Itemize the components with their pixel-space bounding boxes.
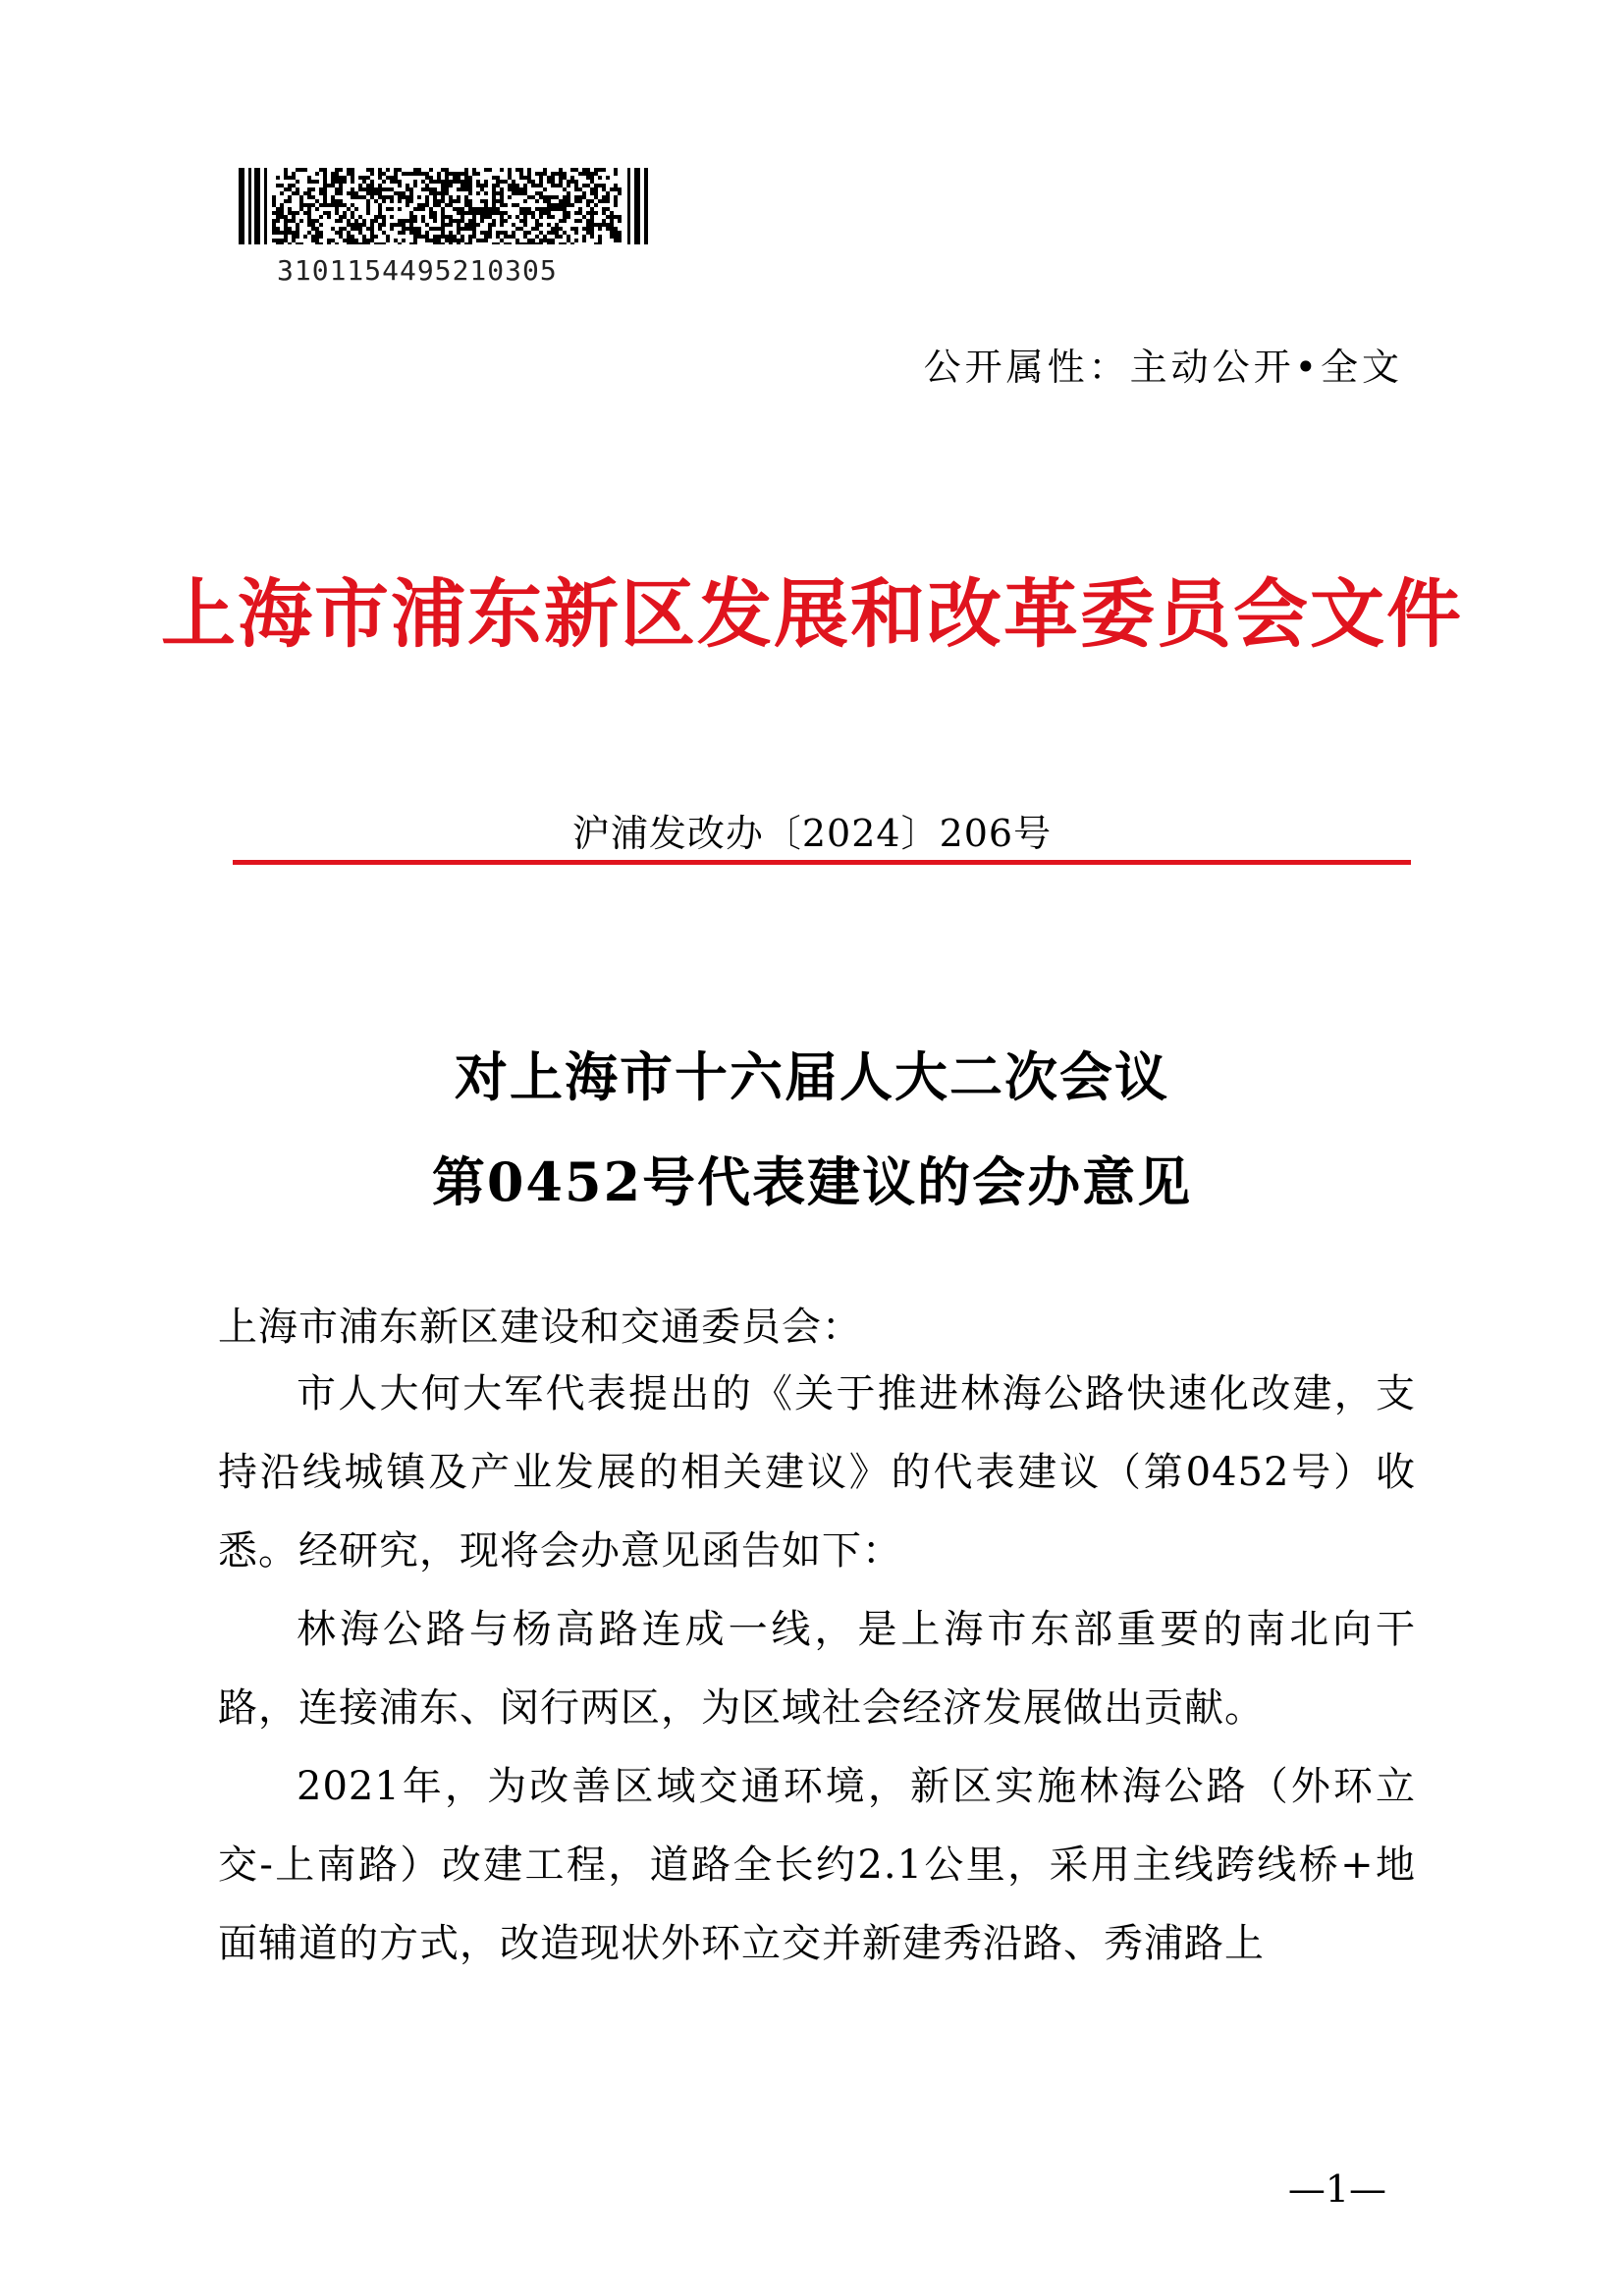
body-paragraph: 林海公路与杨高路连成一线，是上海市东部重要的南北向干路，连接浦东、闵行两区，为区域社会经济发展做出贡献。: [218, 1607, 1416, 1731]
page-number: —1—: [1287, 2167, 1386, 2211]
body-paragraph: 2021年，为改善区域交通环境，新区实施林海公路（外环立交-上南路）改建工程，道路全长约2.1公里，采用主线跨线桥+地面辅道的方式，改造现状外环立交并新建秀沿路、秀浦路上: [218, 1764, 1416, 1966]
disclosure-attribute: 公开属性：主动公开•全文: [923, 346, 1403, 389]
red-divider: [233, 860, 1411, 865]
addressee: 上海市浦东新区建设和交通委员会：: [218, 1305, 862, 1350]
body-paragraph: 市人大何大军代表提出的《关于推进林海公路快速化改建，支持沿线城镇及产业发展的相关建议》的代表建议（第0452号）收悉。经研究，现将会办意见函告如下：: [218, 1371, 1416, 1574]
document-title-line2: 第0452号代表建议的会办意见: [431, 1150, 1193, 1213]
document-masthead: 上海市浦东新区发展和改革委员会文件: [161, 570, 1463, 658]
barcode-icon: [239, 168, 651, 244]
document-title-line1: 对上海市十六届人大二次会议: [455, 1045, 1169, 1108]
document-number: 沪浦发改办〔2024〕206号: [571, 812, 1053, 855]
barcode-number: 3101154495210305: [277, 254, 558, 287]
